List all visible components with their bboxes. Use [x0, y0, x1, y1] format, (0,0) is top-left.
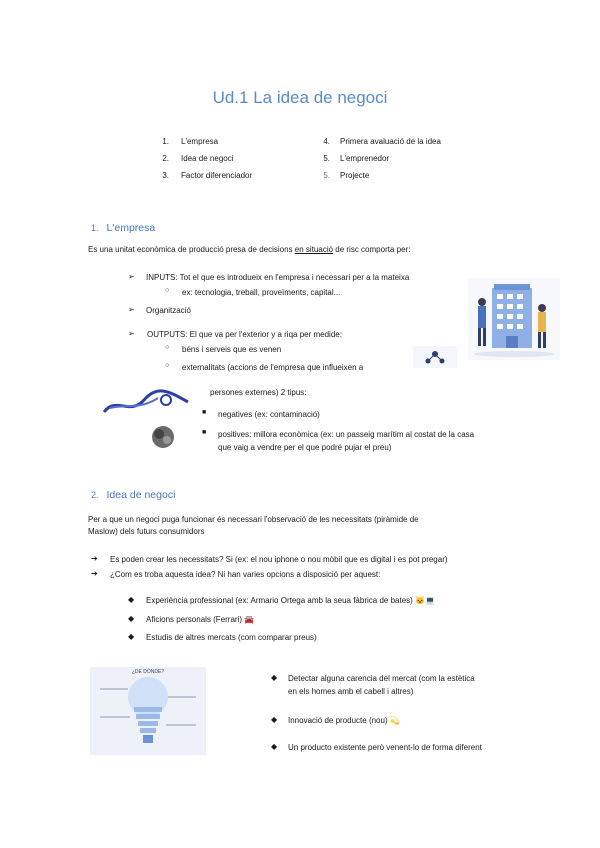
- section-number: 1.: [91, 223, 99, 233]
- diamond-bullet-icon: ◆: [271, 742, 278, 751]
- lightbulb-icon: [90, 667, 206, 755]
- outputs-externalities-cont: persones externes) 2 tipus:: [210, 388, 307, 397]
- negative-externality: negatives (ex: contaminació): [218, 410, 320, 419]
- circle-bullet-icon: ○: [165, 362, 170, 369]
- idea-paragraph-line: Per a que un negoci puga funcionar és necessari l'observació de les necessitats (piràmide de: [88, 515, 419, 524]
- intro-underlined: en situació: [294, 245, 334, 254]
- inputs-item: INPUTS: Tot el que es introdueix en l'empresa i necessari per a la mateixa: [146, 273, 410, 282]
- toc-number: 1.: [162, 137, 169, 146]
- idea-market-gap-cont: en els homes amb el cabell i altres): [288, 687, 414, 696]
- idea-source-markets: Estudis de altres mercats (com comparar preus): [146, 633, 317, 642]
- diamond-bullet-icon: ◆: [271, 673, 278, 682]
- outputs-item: OUTPUTS: El que va per l'exterior y a riqa per medide:: [147, 330, 342, 339]
- pollution-icon: [148, 424, 178, 450]
- arrow-bullet-icon: ➢: [128, 272, 135, 281]
- needs-question: Es poden crear les necessitats? Si (ex: el nou iphone o nou mòbil que es digital i es pot pregar): [110, 555, 448, 564]
- square-bullet-icon: ■: [202, 409, 207, 416]
- organization-item: Organització: [146, 306, 191, 315]
- section-title: Idea de negoci: [106, 489, 176, 501]
- toc-item: Factor diferenciador: [181, 171, 253, 180]
- idea-paragraph: [88, 514, 528, 538]
- intro-paragraph: [88, 244, 528, 256]
- intro-text: Es una unitat econòmica de producció presa de decisions: [88, 245, 295, 254]
- section-heading-empresa: [91, 222, 155, 234]
- toc-number: 4.: [323, 137, 330, 146]
- positive-externality-cont: que vaig a vendre per el que podré pujar el preu): [218, 443, 392, 452]
- toc-number: 5.: [323, 171, 330, 180]
- toc-item: Projecte: [340, 171, 370, 180]
- section-heading-idea: [91, 489, 175, 501]
- toc-item: L'emprenedor: [340, 154, 390, 163]
- square-bullet-icon: ■: [202, 429, 207, 436]
- toc-item: Primera avaluació de la idea: [340, 137, 441, 146]
- inputs-example: ex: tecnologia, treball, proveïments, capital...: [182, 288, 341, 297]
- idea-source-hobbies: Aficions personals (Ferrari) 🚘: [146, 615, 255, 624]
- table-of-contents: [0, 137, 600, 187]
- section-number: 2.: [91, 490, 99, 500]
- diamond-bullet-icon: ◆: [271, 715, 278, 724]
- circle-bullet-icon: ○: [165, 287, 170, 294]
- section-title: L'empresa: [106, 222, 156, 234]
- outputs-goods: béns i serveis que es venen: [182, 345, 282, 354]
- circle-bullet-icon: ○: [165, 344, 170, 351]
- arrow-right-icon: ➔: [91, 554, 98, 563]
- arrow-bullet-icon: ➢: [128, 329, 135, 338]
- business-people-illustration: [468, 278, 560, 360]
- infographic-title: ¿DE DÓNDE?: [131, 669, 165, 675]
- toc-item: L'empresa: [181, 137, 219, 146]
- toc-item: Idea de negoci: [181, 154, 234, 163]
- network-icon: [413, 346, 457, 368]
- toc-number: 5.: [323, 154, 330, 163]
- toc-number: 3.: [162, 171, 169, 180]
- idea-source-experience: Experiència professional (ex: Armario Ortega amb la seua fàbrica de bates) 🐱💻: [146, 596, 435, 605]
- toc-number: 2.: [162, 154, 169, 163]
- arrow-bullet-icon: ➢: [128, 305, 135, 314]
- idea-bulb-infographic: [90, 667, 206, 755]
- idea-existing-product: Un producto existente però venent-lo de forma diferent: [288, 743, 482, 752]
- outputs-externalities: externalitats (accions de l'empresa que influeixen a: [182, 363, 364, 372]
- idea-market-gap: Detectar alguna carencia del mercat (com la estètica: [288, 674, 475, 683]
- diamond-bullet-icon: ◆: [128, 632, 135, 641]
- positive-externality: positives: millora econòmica (ex: un passeig marítim al costat de la casa: [218, 430, 475, 439]
- page-title: Ud.1 La idea de negoci: [212, 88, 388, 107]
- intro-text-end: de risc comporta per:: [333, 245, 411, 254]
- idea-product-innovation: Innovació de producte (nou) 💫: [288, 716, 400, 725]
- diamond-bullet-icon: ◆: [128, 595, 135, 604]
- idea-paragraph-line: Maslow) dels futurs consumidors: [88, 527, 205, 536]
- arrow-right-icon: ➔: [91, 569, 98, 578]
- idea-source-question: ¿Com es troba aquesta idea? Ni han varies opcions a disposició per aquest:: [110, 570, 381, 579]
- decorative-scribble-icon: [100, 388, 192, 418]
- diamond-bullet-icon: ◆: [128, 614, 135, 623]
